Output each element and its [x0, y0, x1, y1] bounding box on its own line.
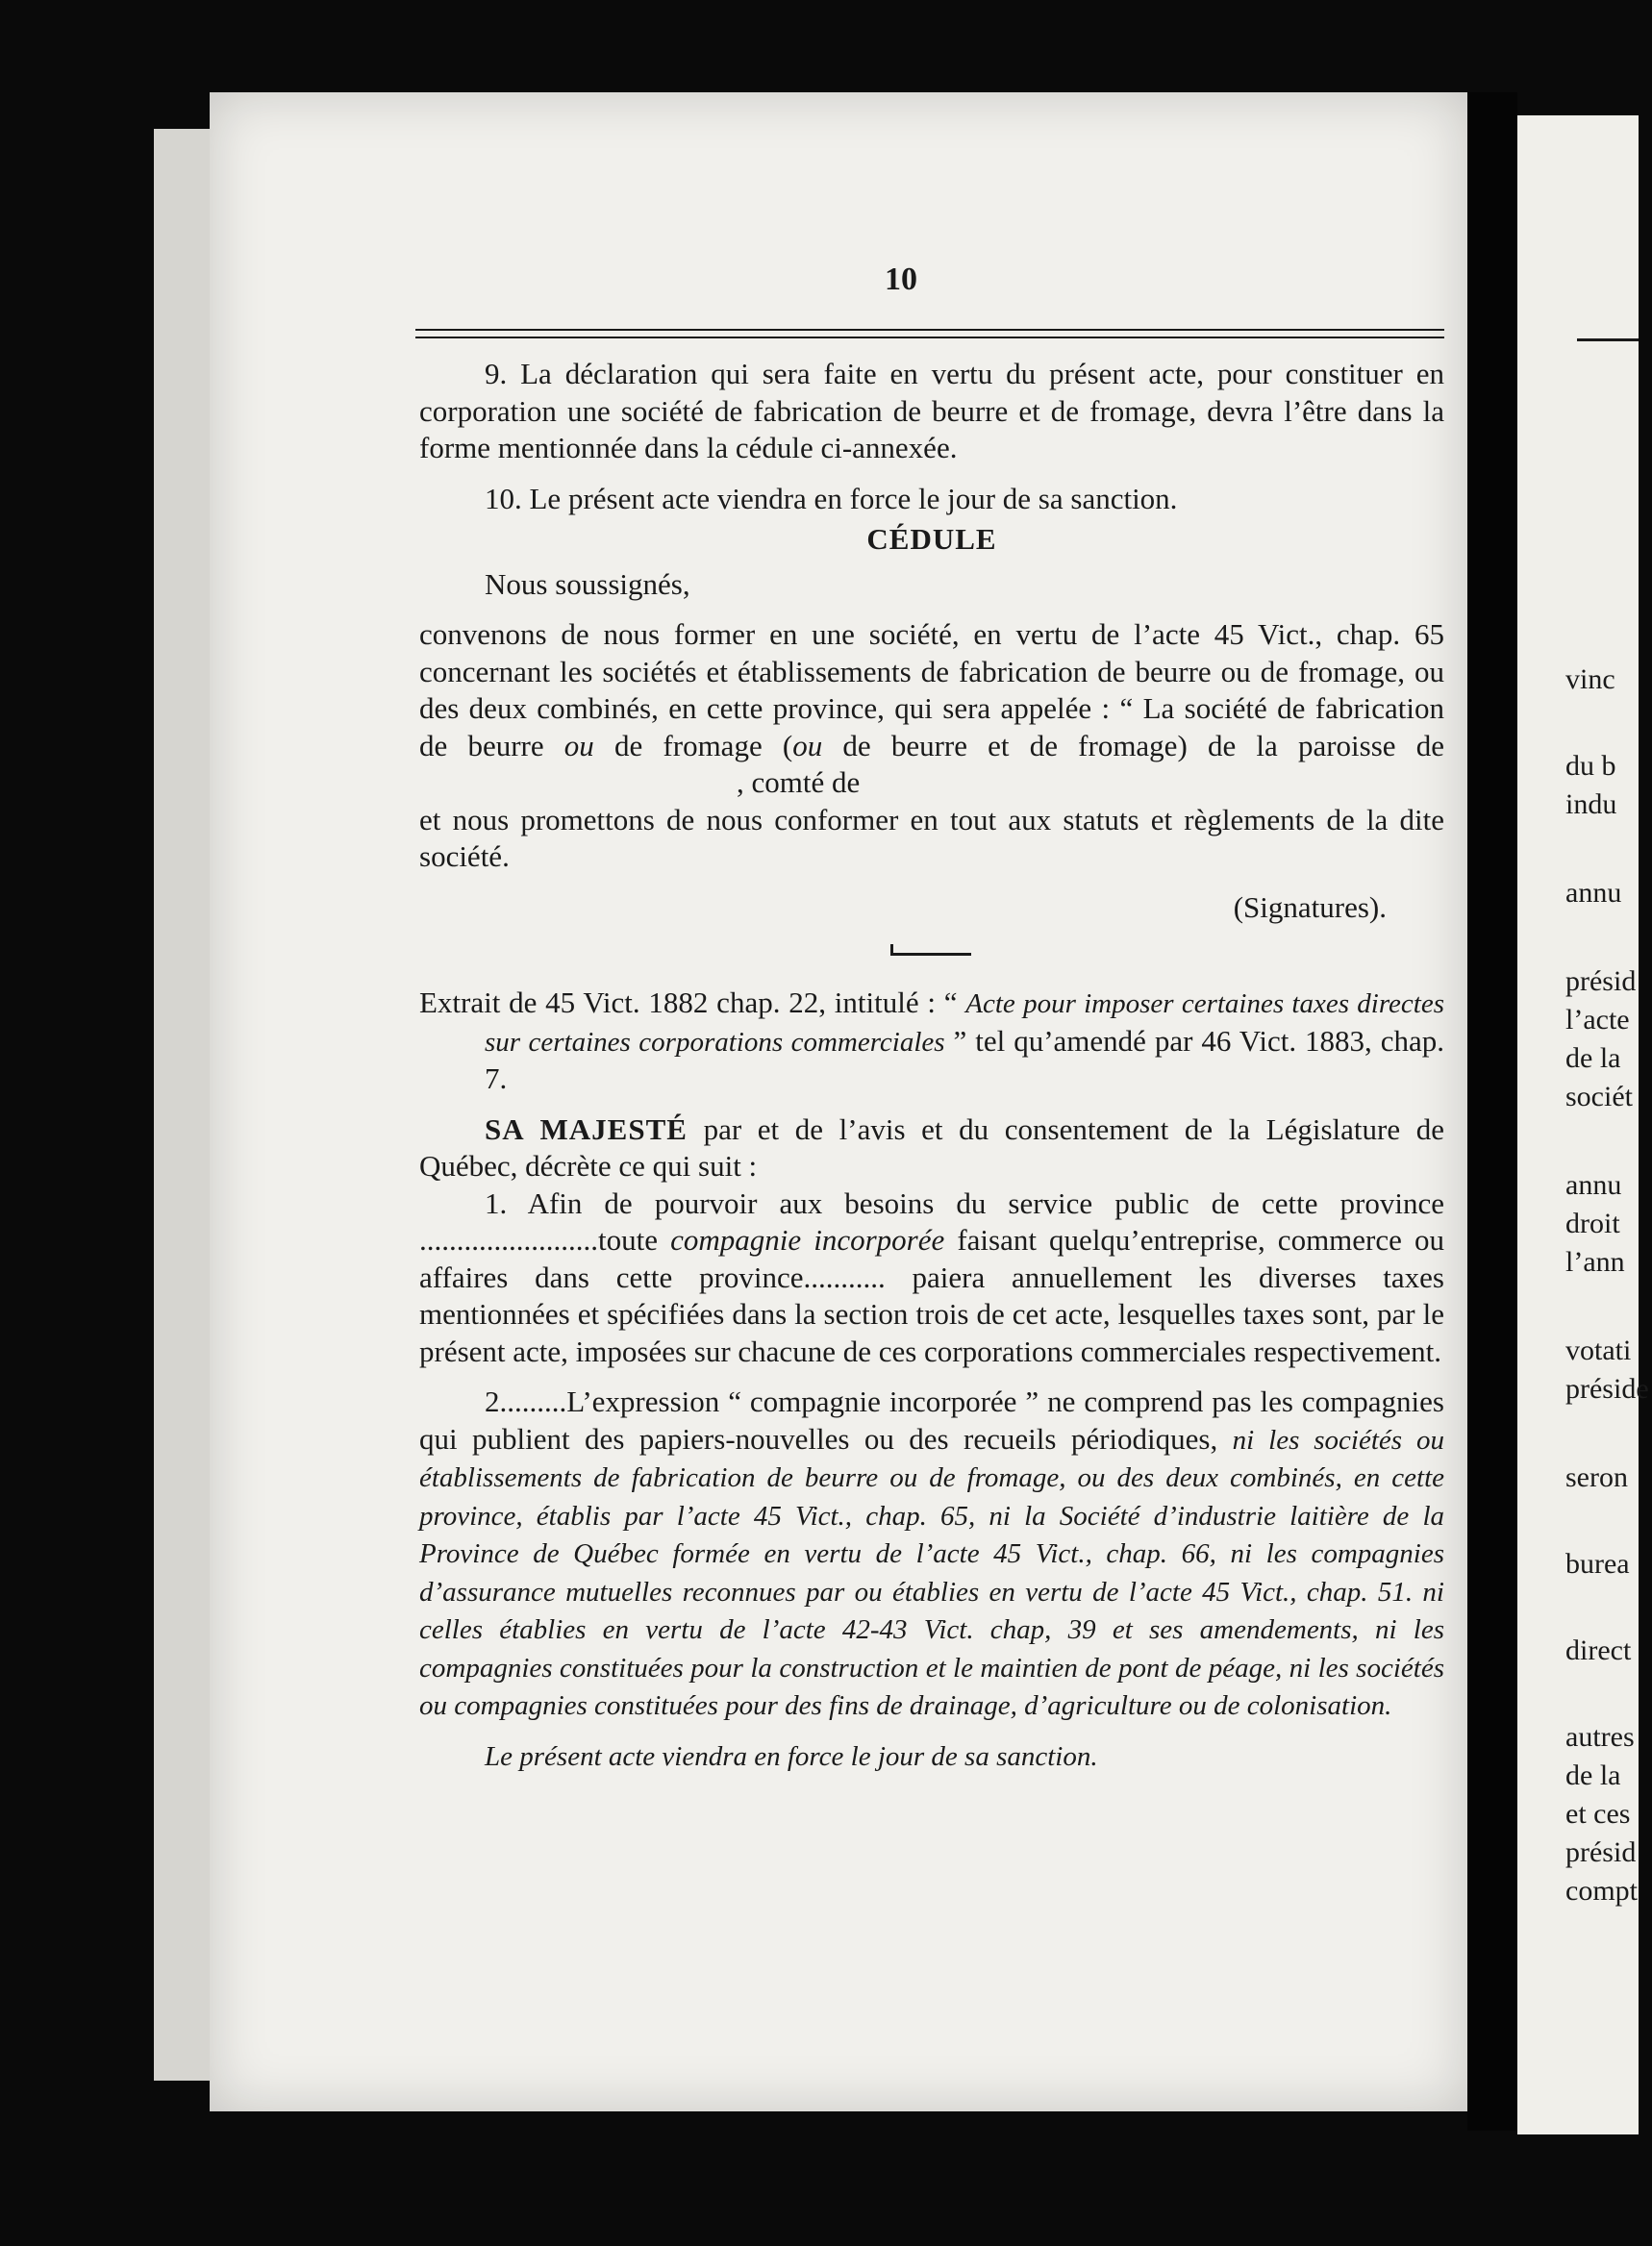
- cedule-promise: et nous promettons de nous conformer en tout aux statuts et règlements de la dite société.: [419, 802, 1444, 873]
- cedule-or: ou: [563, 728, 594, 762]
- cedule-heading: CÉDULE: [866, 522, 997, 556]
- header-rule-top: [415, 329, 1444, 331]
- adjacent-page: [1517, 115, 1639, 2134]
- salutation: Nous soussignés,: [485, 566, 690, 601]
- section-2: [419, 1384, 1444, 1725]
- enacting-text: par et de l’avis et du consentement de la Législature de Québec, décrète ce qui suit :: [419, 1111, 1444, 1183]
- adjacent-line: seron: [1565, 1461, 1628, 1493]
- cedule-text-3: de beurre et de fromage) de la paroisse de: [822, 728, 1444, 762]
- adjacent-line: de la: [1565, 1042, 1621, 1074]
- adjacent-line: burea: [1565, 1548, 1630, 1580]
- adjacent-line: l’acte: [1565, 1004, 1630, 1036]
- adjacent-line: du b: [1565, 750, 1616, 782]
- cedule-text-1: convenons de nous former en une société, en vertu de l’acte 45 Vict., chap. 65 concernant les sociétés et établissements de fabrication de beurre ou de fromage, ou des deux combinés, en cette province, qui sera appelée : “ La société de fabrication de beurre: [419, 617, 1444, 762]
- page-number: 10: [885, 262, 917, 297]
- s1-text-a: 1. Afin de pourvoir aux besoins du service public de cette province ........................toute: [419, 1185, 1444, 1257]
- section-9: 9. La déclaration qui sera faite en vertu du présent acte, pour constituer en corporation une société de fabrication de beurre et de fromage, devra l’être dans la forme mentionnée dans la cédule ci-annexée.: [419, 357, 1444, 464]
- s1-term: compagnie incorporée: [670, 1223, 945, 1257]
- adjacent-line: direct: [1565, 1635, 1632, 1666]
- majesty: SA MAJESTÉ: [485, 1111, 688, 1146]
- adjacent-line: autres: [1565, 1721, 1635, 1753]
- cedule-comte: , comté de: [737, 765, 861, 799]
- adjacent-page-rule: [1577, 338, 1639, 341]
- extract-suffix: ” tel qu’amendé par 46 Vict. 1883, chap. 7.: [485, 1023, 1444, 1095]
- adjacent-line: sociét: [1565, 1081, 1633, 1112]
- header-rule-bottom: [415, 337, 1444, 338]
- adjacent-line: compt: [1565, 1875, 1638, 1907]
- adjacent-line: présid: [1565, 1836, 1637, 1868]
- adjacent-line: et ces: [1565, 1798, 1631, 1830]
- section-1: [419, 1185, 1444, 1371]
- adjacent-line: vinc: [1565, 663, 1615, 695]
- cedule-text-2: de fromage (: [593, 728, 793, 762]
- adjacent-line: votati: [1565, 1335, 1632, 1366]
- enacting-clause: [419, 1111, 1444, 1185]
- closing-line: Le présent acte viendra en force le jour de sa sanction.: [485, 1740, 1098, 1772]
- s1-text-c: faisant quelqu’entreprise, commerce ou affaires dans cette province........... paiera annuellement les diverses taxes mentionnées et spécifiées dans la section trois de cet acte, lesquelles taxes sont, par le présent acte, imposées sur chacune de ces corporations commerciales respectivement.: [419, 1223, 1444, 1368]
- separator-mark: [890, 953, 971, 956]
- adjacent-line: annu: [1565, 1169, 1622, 1201]
- book-gutter: [1467, 92, 1517, 2131]
- adjacent-line: indu: [1565, 788, 1617, 820]
- document-body: [419, 356, 1444, 1775]
- extract-prefix: Extrait de 45 Vict. 1882 chap. 22, intitulé : “: [419, 986, 966, 1019]
- s2-text-a: 2.........L’expression “ compagnie incorporée ” ne comprend pas les compagnies qui publient des papiers-nouvelles ou des recueils périodiques,: [419, 1385, 1444, 1456]
- adjacent-line: l’ann: [1565, 1246, 1625, 1278]
- adjacent-line: présid: [1565, 965, 1637, 997]
- extract-title: Acte pour imposer certaines taxes directes sur certaines corporations commerciales: [485, 988, 1445, 1058]
- s2-exclusions: ni les sociétés ou établissements de fabrication de beurre ou de fromage, ou des deux combinés, en cette province, établis par l’acte 45 Vict., chap. 65, ni la Société d’industrie laitière de la Province de Québec formée en vertu de l’acte 45 Vict., chap. 66, ni les compagnies d’assurance mutuelles reconnues par ou établies en vertu de l’acte 45 Vict., chap. 51. ni celles établies en vertu de l’acte 42-43 Vict. chap, 39 et ses amendements, ni les compagnies constituées pour la construction et le maintien de pont de péage, ni les sociétés ou compagnies constituées pour des fins de drainage, d’agriculture ou de colonisation.: [419, 1424, 1444, 1721]
- page-edge: [154, 129, 212, 2081]
- adjacent-line: de la: [1565, 1759, 1621, 1791]
- adjacent-line: annu: [1565, 877, 1622, 909]
- adjacent-line: préside: [1565, 1373, 1649, 1405]
- cedule-body: [419, 616, 1444, 802]
- section-10: 10. Le présent acte viendra en force le jour de sa sanction.: [485, 481, 1178, 515]
- cedule-or-2: ou: [792, 728, 823, 762]
- extract-citation: [419, 985, 1444, 1098]
- adjacent-line: droit: [1565, 1208, 1620, 1239]
- signatures: (Signatures).: [1233, 889, 1387, 924]
